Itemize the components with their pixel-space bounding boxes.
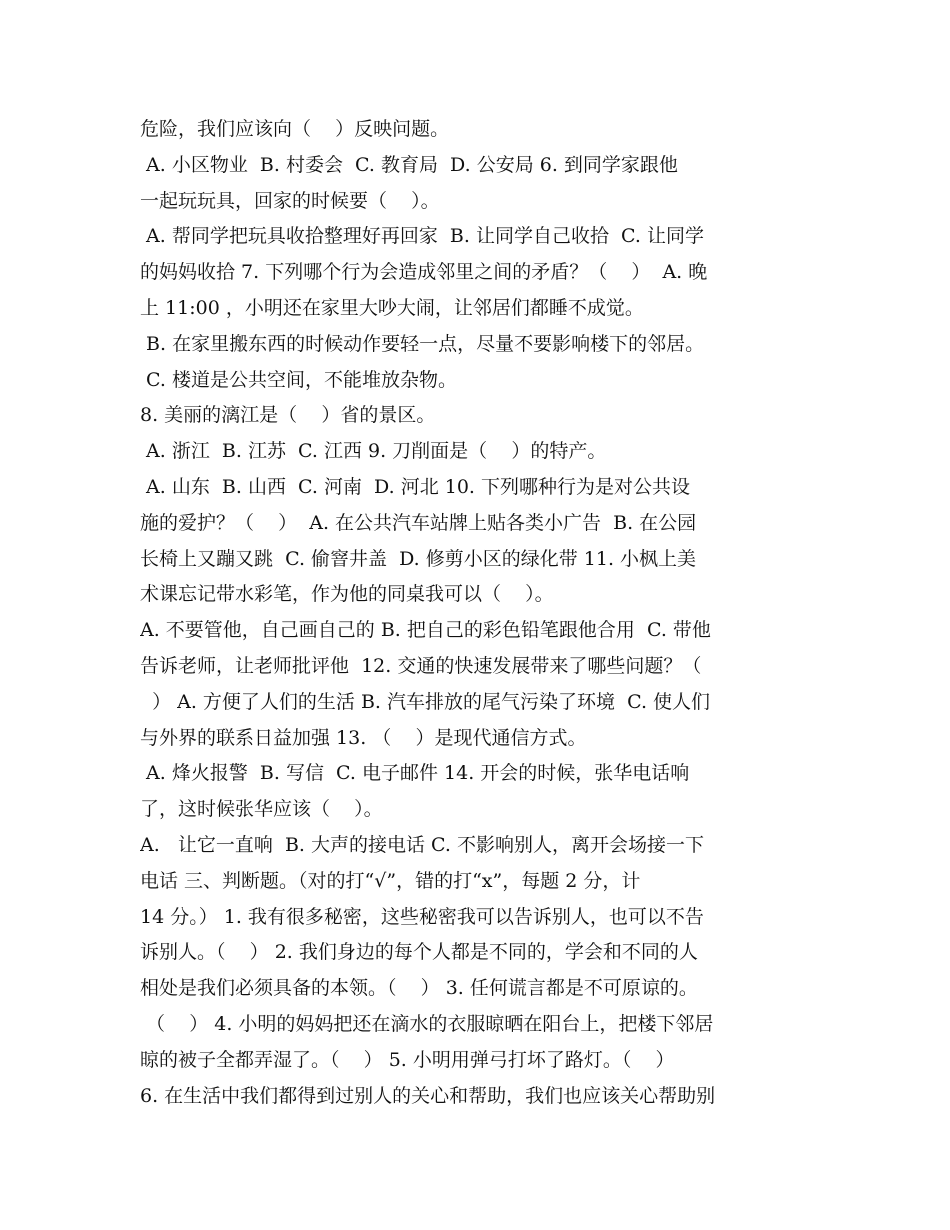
text-line: 电话 三、判断题。（对的打“√”，错的打“x”，每题 2 分，计 [140,869,641,892]
text-line: 术课忘记带水彩笔，作为他的同桌我可以（ ）。 [140,583,554,606]
text-line: 14 分。） 1. 我有很多秘密，这些秘密我可以告诉别人，也可以不告 [140,905,704,928]
text-line: A. 让它一直响 B. 大声的接电话 C. 不影响别人，离开会场接一下 [140,833,704,856]
text-line: ） A. 方便了人们的生活 B. 汽车排放的尾气污染了环境 C. 使人们 [140,690,711,713]
text-line: 晾的被子全都弄湿了。（ ） 5. 小明用弹弓打坏了路灯。（ ） [140,1048,675,1071]
text-line: 危险，我们应该向（ ）反映问题。 [140,118,450,140]
text-line: 告诉老师，让老师批评他 12. 交通的快速发展带来了哪些问题？（ [140,654,702,677]
text-line: 6. 在生活中我们都得到过别人的关心和帮助，我们也应该关心帮助别 [140,1084,716,1107]
text-line: （ ） 4. 小明的妈妈把还在滴水的衣服晾晒在阳台上，把楼下邻居 [140,1012,714,1035]
text-line: A. 浙江 B. 江苏 C. 江西 9. 刀削面是（ ）的特产。 [140,440,607,463]
text-line: 的妈妈收拾 7. 下列哪个行为会造成邻里之间的矛盾？（ ） A. 晚 [140,261,708,284]
text-line: 相处是我们必须具备的本领。（ ） 3. 任何谎言都是不可原谅的。 [140,977,698,1000]
text-line: 一起玩玩具，回家的时候要（ ）。 [140,189,440,212]
text-line: 长椅上又蹦又跳 C. 偷窨井盖 D. 修剪小区的绿化带 11. 小枫上美 [140,547,697,570]
text-line: A. 帮同学把玩具收拾整理好再回家 B. 让同学自己收拾 C. 让同学 [140,225,704,248]
text-line: A. 烽火报警 B. 写信 C. 电子邮件 14. 开会的时候，张华电话响 [140,762,690,785]
text-line: 上 11:00 ，小明还在家里大吵大闹，让邻居们都睡不成觉。 [140,296,644,319]
text-line: B. 在家里搬东西的时候动作要轻一点，尽量不要影响楼下的邻居。 [140,332,705,355]
text-line: C. 楼道是公共空间，不能堆放杂物。 [140,368,457,391]
text-line: A. 山东 B. 山西 C. 河南 D. 河北 10. 下列哪种行为是对公共设 [140,475,690,498]
text-line: 与外界的联系日益加强 13. （ ）是现代通信方式。 [140,726,587,749]
text-line: A. 不要管他，自己画自己的 B. 把自己的彩色铅笔跟他合用 C. 带他 [140,619,711,642]
text-line: 诉别人。（ ） 2. 我们身边的每个人都是不同的，学会和不同的人 [140,941,698,964]
document-body [140,112,816,1114]
text-line: 施的爱护？（ ） A. 在公共汽车站牌上贴各类小广告 B. 在公园 [140,511,697,534]
text-line: 了，这时候张华应该（ ）。 [140,798,383,821]
text-line: 8. 美丽的漓江是（ ）省的景区。 [140,404,436,427]
text-line: A. 小区物业 B. 村委会 C. 教育局 D. 公安局 6. 到同学家跟他 [140,153,678,176]
